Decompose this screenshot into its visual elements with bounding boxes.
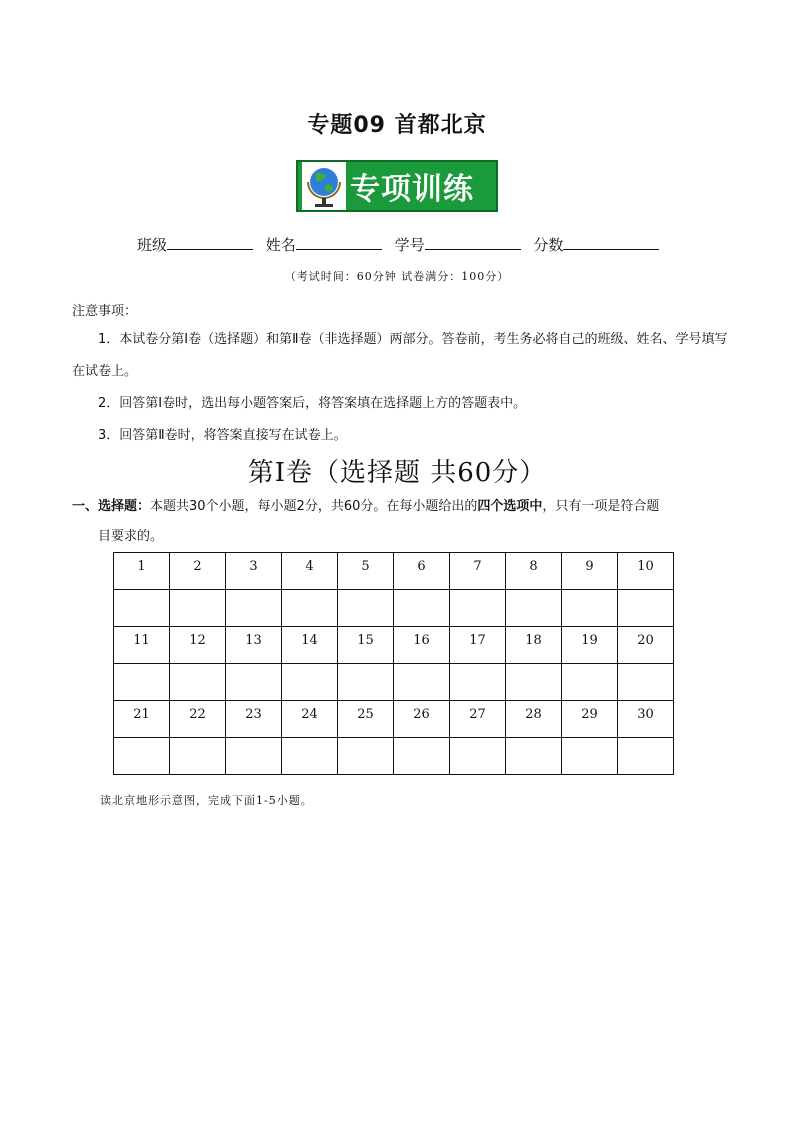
intro-line2: 目要求的。 [98,529,164,544]
answer-cell[interactable] [506,590,562,627]
answer-cell[interactable] [450,664,506,701]
question-number-cell: 14 [282,627,338,664]
question-number-cell: 16 [394,627,450,664]
answer-cell[interactable] [618,664,674,701]
map-instruction: 读北京地形示意图，完成下面1-5小题。 [100,794,313,807]
notice-heading: 注意事项： [72,304,138,319]
question-intro [72,492,732,552]
question-number-cell: 1 [114,553,170,590]
exam-info: （考试时间：60分钟 试卷满分：100分） [284,270,510,283]
student-info-line [137,234,667,255]
intro-tail: ，只有一项是符合题 [542,499,660,514]
question-number-cell: 26 [394,701,450,738]
question-number-cell: 28 [506,701,562,738]
answer-cell[interactable] [562,590,618,627]
answer-cell[interactable] [226,590,282,627]
question-number-cell: 30 [618,701,674,738]
question-number-cell: 7 [450,553,506,590]
question-number-cell: 27 [450,701,506,738]
question-number-cell: 4 [282,553,338,590]
question-number-cell: 6 [394,553,450,590]
answer-cell[interactable] [338,664,394,701]
answer-cell[interactable] [114,738,170,775]
question-number-cell: 2 [170,553,226,590]
answer-cell[interactable] [226,738,282,775]
answer-cell[interactable] [394,738,450,775]
answer-cell[interactable] [450,590,506,627]
answer-row [114,738,674,775]
answer-row [114,664,674,701]
notice-item: 1．本试卷分第Ⅰ卷（选择题）和第Ⅱ卷（非选择题）两部分。答卷前，考生务必将自己的班级、姓名、学号填写在试卷上。 [72,332,728,379]
answer-cell[interactable] [394,664,450,701]
answer-cell[interactable] [282,738,338,775]
answer-cell[interactable] [394,590,450,627]
question-number-cell: 12 [170,627,226,664]
question-number-cell: 15 [338,627,394,664]
question-number-cell: 19 [562,627,618,664]
intro-body: 本题共30个小题，每小题2分，共60分。在每小题给出的 [150,499,478,514]
question-number-cell: 3 [226,553,282,590]
question-number-cell: 10 [618,553,674,590]
banner-text: 专项训练 [350,172,474,207]
globe-icon [302,162,346,210]
answer-cell[interactable] [450,738,506,775]
notice-item: 3．回答第Ⅱ卷时，将答案直接写在试卷上。 [98,428,347,443]
question-number-row [114,553,674,590]
answer-cell[interactable] [170,590,226,627]
question-number-cell: 20 [618,627,674,664]
page-title: 专题09 首都北京 [307,113,487,138]
answer-cell[interactable] [506,738,562,775]
answer-cell[interactable] [338,738,394,775]
question-number-cell: 17 [450,627,506,664]
question-number-row [114,701,674,738]
question-number-cell: 21 [114,701,170,738]
answer-cell[interactable] [338,590,394,627]
section-title: 第Ⅰ卷（选择题 共60分） [247,458,547,488]
answer-table [113,552,674,775]
question-number-cell: 25 [338,701,394,738]
student-id-field[interactable]: 学号 [395,234,521,255]
question-number-cell: 8 [506,553,562,590]
question-number-cell: 18 [506,627,562,664]
answer-cell[interactable] [114,590,170,627]
question-number-cell: 22 [170,701,226,738]
answer-cell[interactable] [282,664,338,701]
intro-prefix: 一、选择题： [72,499,151,514]
question-number-cell: 29 [562,701,618,738]
question-number-cell: 9 [562,553,618,590]
answer-cell[interactable] [170,738,226,775]
question-number-cell: 11 [114,627,170,664]
answer-row [114,590,674,627]
class-field[interactable]: 班级 [137,234,253,255]
answer-cell[interactable] [618,738,674,775]
answer-cell[interactable] [506,664,562,701]
answer-cell[interactable] [114,664,170,701]
intro-emph: 四个选项中 [477,499,543,514]
name-field[interactable]: 姓名 [266,234,382,255]
question-number-cell: 5 [338,553,394,590]
answer-cell[interactable] [170,664,226,701]
answer-cell[interactable] [282,590,338,627]
question-number-cell: 13 [226,627,282,664]
answer-cell[interactable] [226,664,282,701]
question-number-row [114,627,674,664]
answer-cell[interactable] [618,590,674,627]
question-number-cell: 24 [282,701,338,738]
answer-cell[interactable] [562,738,618,775]
notice-item: 2．回答第Ⅰ卷时，选出每小题答案后，将答案填在选择题上方的答题表中。 [98,396,527,411]
answer-cell[interactable] [562,664,618,701]
topic-banner [296,160,498,212]
question-number-cell: 23 [226,701,282,738]
score-field[interactable]: 分数 [533,234,659,255]
